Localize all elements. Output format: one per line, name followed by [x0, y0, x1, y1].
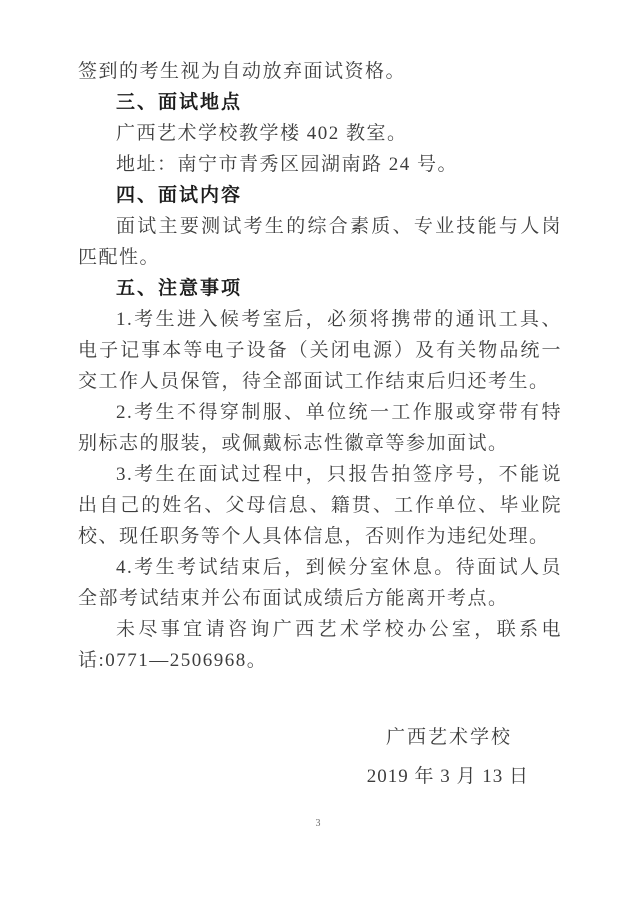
paragraph: 签到的考生视为自动放弃面试资格。: [78, 61, 407, 82]
paragraph: 2.考生不得穿制服、单位统一工作服或穿带有特别标志的服装，或佩戴标志性徽章等参加面试。: [78, 402, 562, 454]
paragraph: 4.考生考试结束后，到候分室休息。待面试人员全部考试结束并公布面试成绩后方能离开考点。: [78, 557, 562, 609]
signature-organization: 广西艺术学校: [385, 727, 512, 748]
paragraph: 1.考生进入候考室后，必须将携带的通讯工具、电子记事本等电子设备（关闭电源）及有关物品统一交工作人员保管，待全部面试工作结束后归还考生。: [78, 309, 562, 392]
paragraph-list: [78, 56, 562, 676]
paragraph: 广西艺术学校教学楼 402 教室。: [116, 123, 408, 144]
signature-block: [78, 722, 562, 792]
section-heading: 三、面试地点: [116, 92, 243, 113]
section-heading: 五、注意事项: [116, 278, 243, 299]
paragraph: 3.考生在面试过程中，只报告拍签序号，不能说出自己的姓名、父母信息、籍贯、工作单位、毕业院校、现任职务等个人具体信息，否则作为违纪处理。: [78, 464, 562, 547]
signature-date: 2019 年 3 月 13 日: [366, 766, 529, 787]
document-body: [78, 56, 562, 792]
paragraph: 未尽事宜请咨询广西艺术学校办公室，联系电话:0771—2506968。: [78, 619, 562, 671]
page-number: 3: [315, 818, 321, 829]
section-heading: 四、面试内容: [116, 185, 243, 206]
paragraph: 面试主要测试考生的综合素质、专业技能与人岗匹配性。: [78, 216, 562, 268]
paragraph: 地址：南宁市青秀区园湖南路 24 号。: [116, 154, 459, 175]
